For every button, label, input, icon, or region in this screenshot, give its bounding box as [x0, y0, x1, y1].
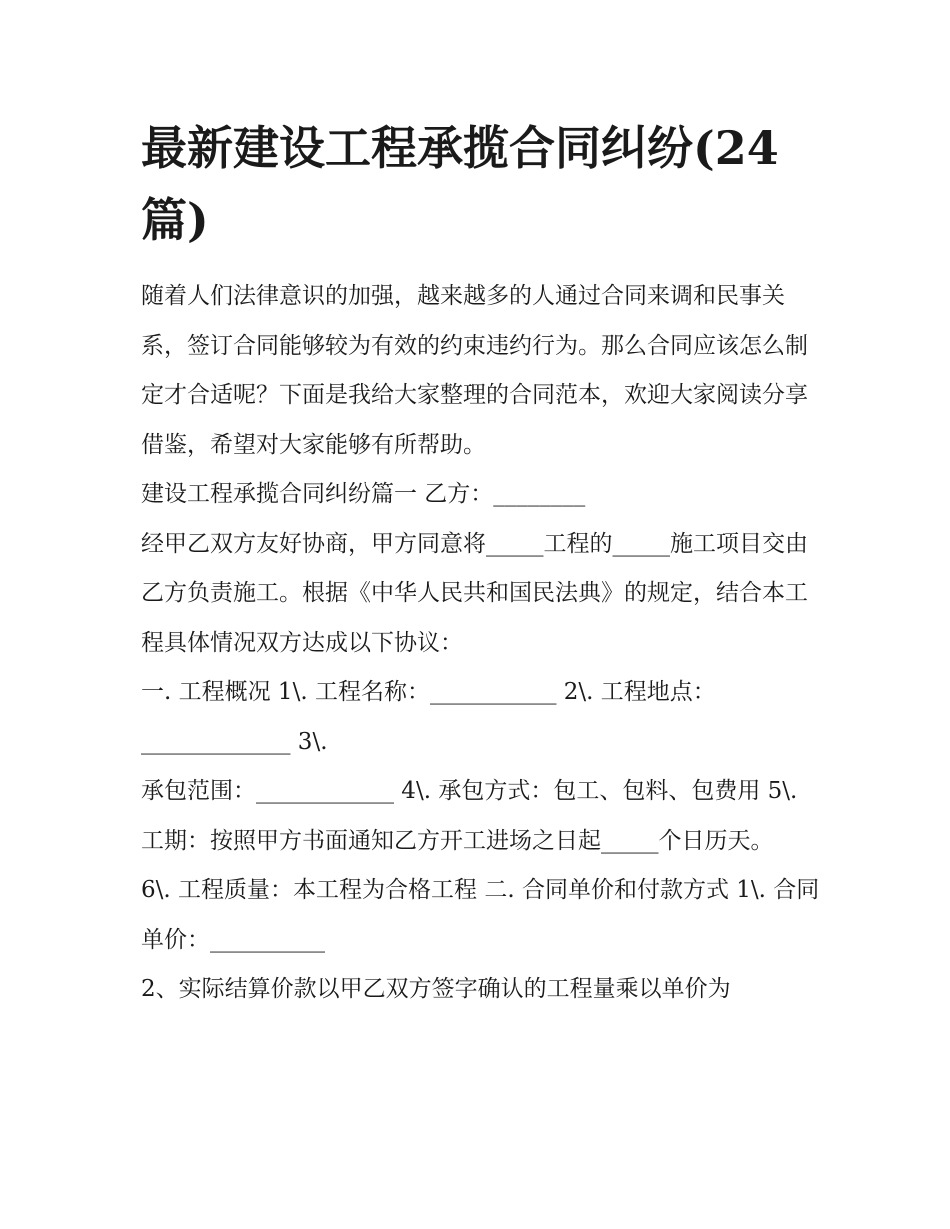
paragraph-quality-price: 6\. 工程质量：本工程为合格工程 二. 合同单价和付款方式 1\. 合同单价：__________	[141, 877, 820, 953]
paragraph-contract-heading: 建设工程承揽合同纠纷篇一 乙方：________	[141, 481, 586, 507]
paragraph-intro: 随着人们法律意识的加强，越来越多的人通过合同来调和民事关系，签订合同能够较为有效的约束违约行为。那么合同应该怎么制定才合适呢？下面是我给大家整理的合同范本，欢迎大家阅读分享借鉴，希望对大家能够有所帮助。	[141, 283, 808, 458]
paragraph-project-overview: 一. 工程概况 1\. 工程名称：___________ 2\. 工程地点：_____________ 3\.	[141, 679, 716, 755]
paragraph-agreement: 经甲乙双方友好协商，甲方同意将_____工程的_____施工项目交由乙方负责施工。根据《中华人民共和国民法典》的规定，结合本工程具体情况双方达成以下协议：	[141, 530, 808, 656]
document-title: 最新建设工程承揽合同纠纷(24篇)	[141, 121, 779, 247]
document-body	[141, 272, 821, 1015]
document-page	[141, 112, 821, 1015]
paragraph-settlement: 2、实际结算价款以甲乙双方签字确认的工程量乘以单价为	[141, 976, 731, 1002]
paragraph-scope: 承包范围：____________ 4\. 承包方式：包工、包料、包费用 5\. 工期：按照甲方书面通知乙方开工进场之日起_____个日历天。	[141, 778, 798, 854]
